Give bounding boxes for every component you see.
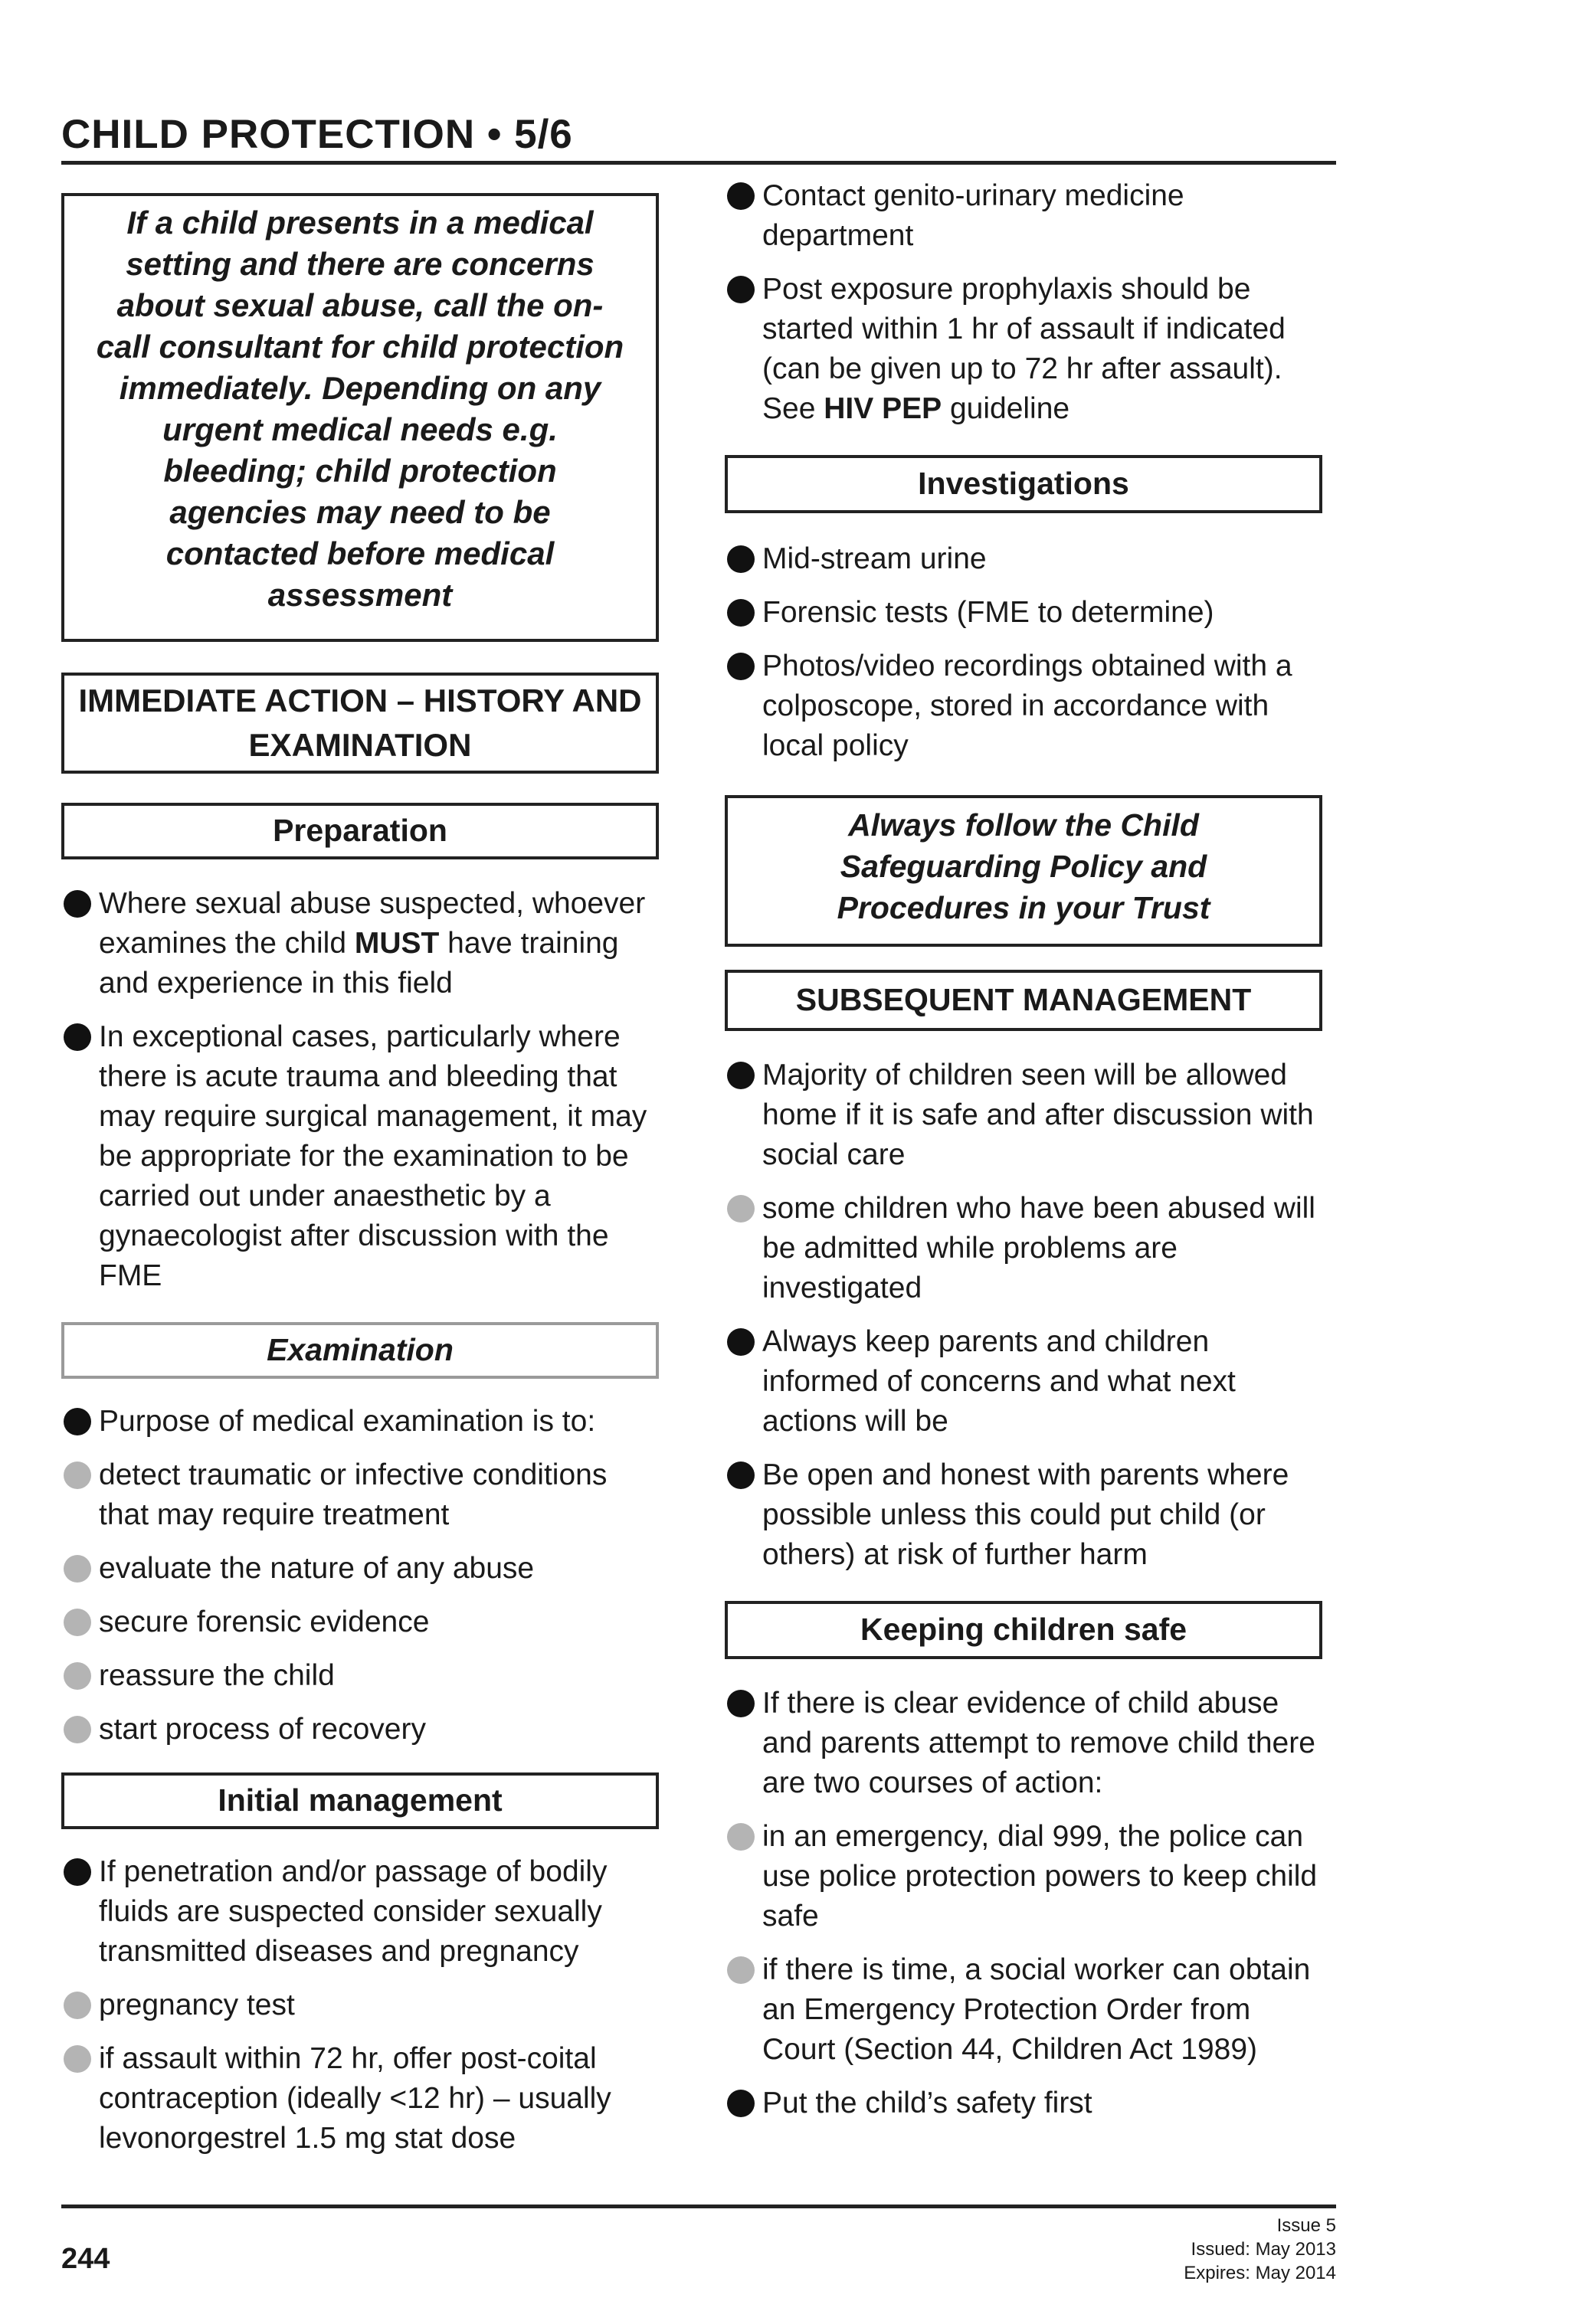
list-item	[725, 2083, 1322, 2123]
bullet-text: pregnancy test	[99, 1988, 295, 2021]
sexual-abuse-warning-box	[61, 193, 659, 642]
sub-list-item	[61, 1602, 659, 1642]
bullet-text: In exceptional cases, particularly where there is acute trauma and bleeding that may require surgical management, it may be appropriate for the examination to be carried out under anaesthetic by a gynaecologist after discussion with the FME	[99, 1020, 647, 1292]
bullet-text: Always keep parents and children informed of concerns and what next actions will be	[762, 1325, 1236, 1438]
sub-bullet-icon	[727, 1823, 755, 1851]
safeguarding-policy-box	[725, 795, 1322, 947]
list-item	[61, 1017, 659, 1296]
bullet-text: Put the child’s safety first	[762, 2087, 1092, 2119]
issue-number: Issue 5	[1276, 2215, 1336, 2236]
bullet-text: in an emergency, dial 999, the police can use police protection powers to keep child safe	[762, 1820, 1318, 1933]
bullet-text: start process of recovery	[99, 1713, 426, 1746]
bullet-icon	[727, 1690, 755, 1717]
footer-divider	[61, 2205, 1336, 2208]
bullet-text: evaluate the nature of any abuse	[99, 1552, 535, 1585]
emphasis-text: MUST	[354, 927, 440, 960]
bullet-icon	[727, 1062, 755, 1089]
sub-list-item	[61, 1710, 659, 1750]
bullet-icon	[727, 653, 755, 680]
bullet-icon	[64, 890, 91, 918]
sub-list-item	[61, 1656, 659, 1696]
bullet-text: Mid-stream urine	[762, 542, 987, 575]
page-title: CHILD PROTECTION • 5/6	[61, 112, 573, 157]
sub-list-item	[725, 1950, 1322, 2070]
sub-list-item	[725, 1189, 1322, 1308]
sub-bullet-icon	[64, 1609, 91, 1636]
list-item	[725, 270, 1322, 429]
left-column	[61, 176, 659, 2159]
bullet-text: Post exposure prophylaxis should be started within 1 hr of assault if indicated (can be given up to 72 hr after assault). See	[762, 273, 1286, 425]
bullet-icon	[727, 276, 755, 303]
list-item	[725, 1455, 1322, 1575]
list-item	[725, 1322, 1322, 1442]
sub-bullet-icon	[727, 1956, 755, 1984]
issue-info	[1184, 2214, 1336, 2285]
right-column	[725, 176, 1322, 2123]
bullet-text: if assault within 72 hr, offer post-coital contraception (ideally <12 hr) – usually levonorgestrel 1.5 mg stat dose	[99, 2042, 611, 2155]
bullet-text: If penetration and/or passage of bodily fluids are suspected consider sexually transmitted diseases and pregnancy	[99, 1855, 608, 1968]
initial-management-heading: Initial management	[61, 1772, 659, 1829]
bullet-text: Majority of children seen will be allowed home if it is safe and after discussion with social care	[762, 1059, 1314, 1171]
sub-list-item	[725, 1817, 1322, 1936]
bullet-icon	[727, 182, 755, 210]
list-item	[725, 1684, 1322, 1803]
keeping-children-safe-heading: Keeping children safe	[725, 1601, 1322, 1659]
bullet-text: detect traumatic or infective conditions that may require treatment	[99, 1458, 608, 1531]
bullet-icon	[727, 1462, 755, 1489]
list-item	[725, 646, 1322, 766]
bullet-text: secure forensic evidence	[99, 1606, 430, 1638]
bullet-text: guideline	[942, 392, 1070, 425]
list-item	[61, 884, 659, 1003]
sub-bullet-icon	[64, 1992, 91, 2019]
sub-bullet-icon	[64, 1555, 91, 1583]
bullet-icon	[727, 1328, 755, 1356]
sub-list-item	[61, 1549, 659, 1589]
bullet-text: have training and experience in this field	[99, 927, 619, 1000]
investigations-heading: Investigations	[725, 455, 1322, 513]
bullet-icon	[64, 1408, 91, 1435]
list-item	[725, 176, 1322, 256]
bullet-icon	[64, 1858, 91, 1886]
sub-bullet-icon	[64, 1462, 91, 1489]
bullet-text: reassure the child	[99, 1659, 335, 1692]
bullet-icon	[727, 2090, 755, 2117]
bullet-icon	[727, 545, 755, 573]
title-divider	[61, 161, 1336, 165]
expiry-date: Expires: May 2014	[1184, 2263, 1336, 2283]
sub-list-item	[61, 1985, 659, 2025]
issued-date: Issued: May 2013	[1191, 2239, 1336, 2260]
immediate-action-text: IMMEDIATE ACTION – HISTORY AND EXAMINATION	[78, 682, 642, 763]
examination-heading: Examination	[61, 1322, 659, 1379]
sub-bullet-icon	[64, 1662, 91, 1690]
list-item	[725, 593, 1322, 633]
sub-list-item	[61, 2039, 659, 2159]
immediate-action-heading	[61, 673, 659, 774]
policy-text: Always follow the Child Safeguarding Policy and Procedures in your Trust	[837, 807, 1210, 925]
bullet-text: Forensic tests (FME to determine)	[762, 596, 1214, 629]
bullet-text: Be open and honest with parents where possible unless this could put child (or others) at risk of further harm	[762, 1458, 1289, 1571]
page-number: 244	[61, 2243, 110, 2275]
subsequent-management-heading: SUBSEQUENT MANAGEMENT	[725, 970, 1322, 1031]
list-item	[725, 539, 1322, 579]
sub-bullet-icon	[64, 1716, 91, 1743]
guideline-reference: HIV PEP	[824, 392, 942, 425]
sub-bullet-icon	[727, 1195, 755, 1223]
bullet-text: if there is time, a social worker can obtain an Emergency Protection Order from Court (Section 44, Children Act 1989)	[762, 1953, 1311, 2066]
bullet-text: If there is clear evidence of child abuse and parents attempt to remove child there are two courses of action:	[762, 1687, 1315, 1799]
bullet-text: Contact genito-urinary medicine department	[762, 179, 1184, 252]
list-item	[61, 1402, 659, 1442]
bullet-icon	[64, 1023, 91, 1051]
bullet-icon	[727, 599, 755, 627]
bullet-text: Purpose of medical examination is to:	[99, 1405, 596, 1438]
warning-text: If a child presents in a medical setting and there are concerns about sexual abuse, call the on-call consultant for child protection immediately. Depending on any urgent medical needs e.g. bleeding; child protection agencies may need to be contacted before medical assessment	[96, 205, 624, 613]
sub-bullet-icon	[64, 2045, 91, 2073]
preparation-heading: Preparation	[61, 803, 659, 859]
list-item	[725, 1056, 1322, 1175]
bullet-text: some children who have been abused will be admitted while problems are investigated	[762, 1192, 1315, 1304]
sub-list-item	[61, 1455, 659, 1535]
bullet-text: Photos/video recordings obtained with a colposcope, stored in accordance with local policy	[762, 650, 1292, 762]
bullet-text: Where sexual abuse suspected, whoever examines the child	[99, 887, 646, 960]
list-item	[61, 1852, 659, 1972]
